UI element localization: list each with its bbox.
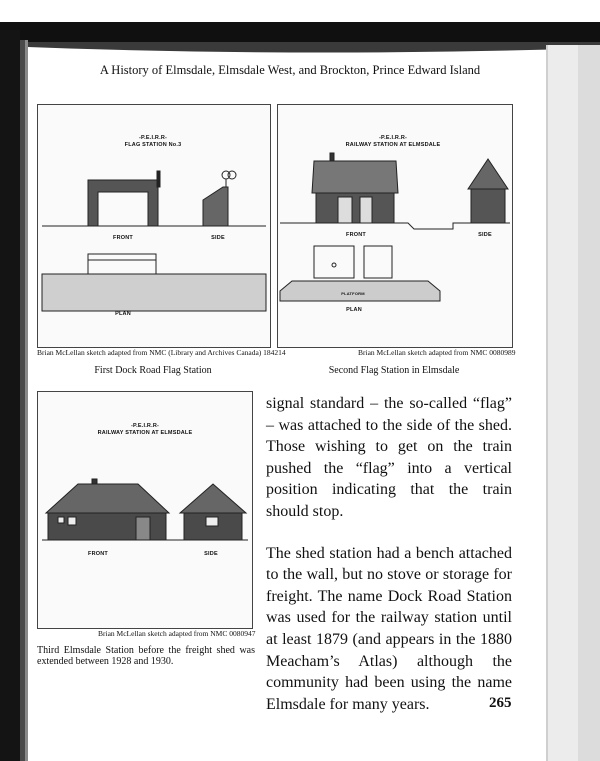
fig2-caption: Second Flag Station in Elmsdale [328,365,460,376]
fig1-title-line1: -P.E.I.R.R- [138,135,168,141]
front-elevation [46,479,169,540]
plan-view [42,254,266,311]
fig2-front-label: FRONT [346,232,366,238]
fig1-plan-label: PLAN [115,311,131,317]
fig2-side-label: SIDE [478,232,492,238]
fig2-credit: Brian McLellan sketch adapted from NMC 0080989 [358,348,516,357]
fig3-title-line2: RAILWAY STATION AT ELMSDALE [97,430,193,436]
figure-third-elmsdale-station [37,391,253,629]
fig3-title-line1: -P.E.I.R.R- [130,423,160,429]
figure-second-flag-station [277,104,513,348]
fig3-credit: Brian McLellan sketch adapted from NMC 0080947 [98,629,256,638]
fig3-side-label: SIDE [204,551,218,557]
fig1-credit: Brian McLellan sketch adapted from NMC (Library and Archives Canada) 184214 [37,348,286,357]
fig2-title-line2: RAILWAY STATION AT ELMSDALE [345,142,441,148]
body-text-column [266,393,512,715]
body-paragraph-1: signal standard – the so-called “flag” – was attached to the side of the shed. Those wishing to get on the train pushed the “flag” into a vertical position indicating that the train should stop. [266,395,512,520]
ground-line [280,223,510,229]
fig1-caption: First Dock Road Flag Station [94,365,212,376]
figure-flag-station-no3 [37,104,271,348]
front-elevation [312,153,398,223]
front-elevation [88,171,160,226]
fig2-plan-label: PLAN [346,307,362,313]
fig1-side-label: SIDE [211,235,225,241]
fig2-platform-label: PLATFORM [341,291,365,296]
fig1-front-label: FRONT [113,235,133,241]
side-elevation [468,159,508,223]
body-paragraph-2: The shed station had a bench attached to the wall, but no stove or storage for freight. The name Dock Road Station was used for the railway station until at least 1879 (and appears in the 1880 Meacham’s Atlas) although the community had been using the name Elmsdale for many years. [266,544,512,713]
side-elevation [180,484,246,540]
fig1-title-line2: FLAG STATION No.3 [124,142,182,148]
fig3-caption: Third Elmsdale Station before the freight shed was extended between 1928 and 1930. [37,645,255,667]
side-elevation [203,171,236,226]
running-header: A History of Elmsdale, Elmsdale West, and Brockton, Prince Edward Island [99,63,481,77]
page-number: 265 [489,695,512,711]
fig2-title-line1: -P.E.I.R.R- [378,135,408,141]
fig3-front-label: FRONT [88,551,108,557]
